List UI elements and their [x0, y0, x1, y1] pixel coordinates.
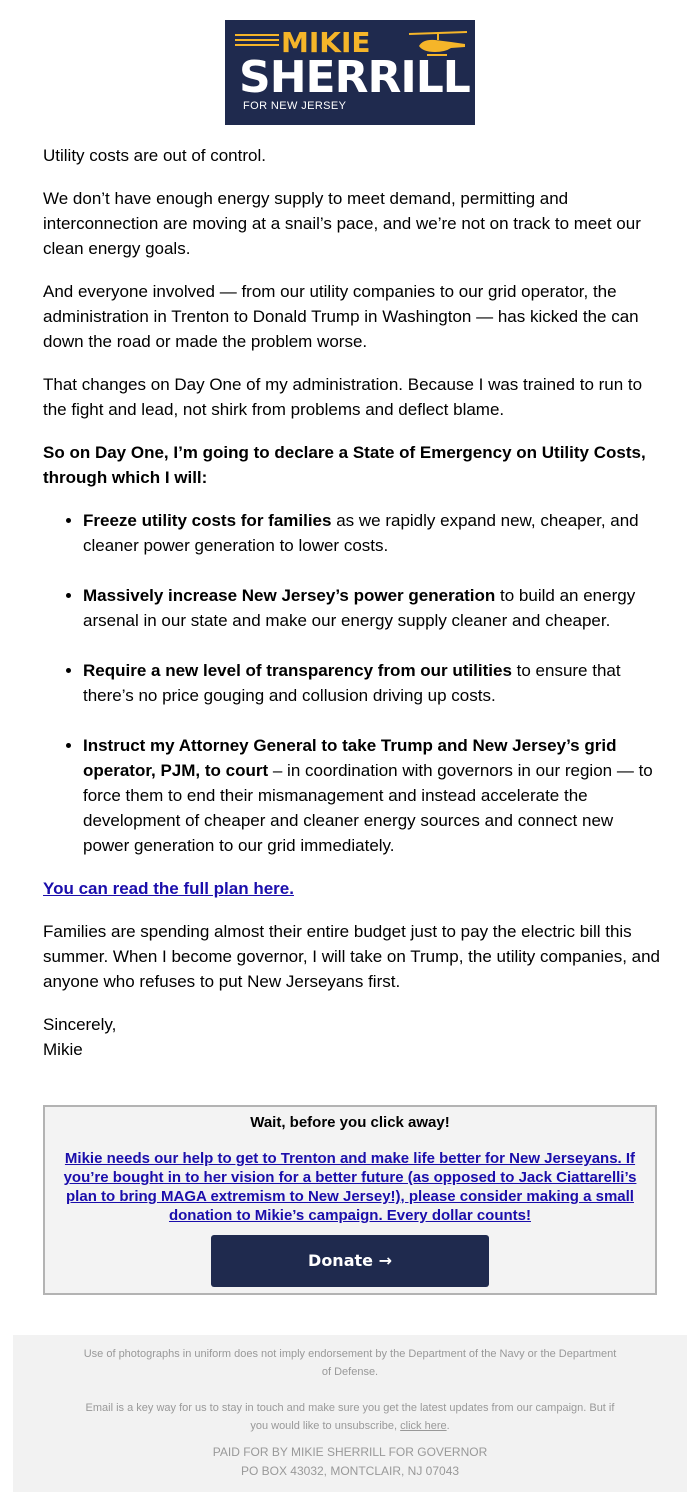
- list-item-bold: Instruct my Attorney General to take Trump and New Jersey’s grid operator, PJM, to court: [83, 736, 617, 780]
- footer-paid-for: PAID FOR BY MIKIE SHERRILL FOR GOVERNOR PO BOX 43032, MONTCLAIR, NJ 07043: [212, 1445, 488, 1478]
- paragraph-4: That changes on Day One of my administration. Because I was trained to run to the fight and lead, not shirk from problems and deflect blame.: [43, 375, 643, 419]
- plan-link-paragraph: [43, 876, 663, 901]
- list-item: [83, 658, 663, 708]
- list-item-bold: Massively increase New Jersey’s power generation: [83, 586, 496, 605]
- list-item: [83, 733, 663, 858]
- list-item-text: to ensure that there’s no price gouging and collusion driving up costs.: [83, 661, 621, 705]
- list-item-bold: Freeze utility costs for families: [83, 511, 332, 530]
- donate-button[interactable]: Donate →: [211, 1235, 489, 1287]
- list-item-text: to build an energy arsenal in our state and make our energy supply cleaner and cheaper.: [83, 586, 636, 630]
- list-item: [83, 508, 663, 558]
- paragraph-1: Utility costs are out of control.: [43, 146, 266, 165]
- list-item-text: as we rapidly expand new, cheaper, and cleaner power generation to lower costs.: [83, 511, 639, 555]
- list-item-text: – in coordination with governors in our region — to force them to end their mismanagement and instead accelerate the development of cheaper and cleaner energy sources and connect new power generation to our grid immediately.: [83, 761, 653, 855]
- logo-last-name: SHERRILL: [239, 52, 470, 103]
- full-plan-link[interactable]: You can read the full plan here.: [43, 879, 294, 898]
- email-footer: [13, 1335, 687, 1492]
- logo-stripes: [235, 34, 279, 49]
- paragraph-3: And everyone involved — from our utility companies to our grid operator, the administration in Trenton to Donald Trump in Washington — has kicked the can down the road or made the problem worse.: [43, 282, 639, 351]
- signature: Mikie: [43, 1040, 83, 1059]
- card-heading: Wait, before you click away!: [250, 1114, 450, 1131]
- donation-card: [43, 1105, 657, 1295]
- logo-first-name: MIKIE: [281, 26, 371, 59]
- footer-disclaimer: Use of photographs in uniform does not imply endorsement by the Department of the Navy or the Department of Defense.: [83, 1348, 617, 1378]
- email-body: [43, 143, 663, 1062]
- donation-appeal-link[interactable]: Mikie needs our help to get to Trenton and make life better for New Jerseyans. If you’re bought in to her vision for a better future (as opposed to Jack Ciattarelli’s plan to bring MAGA extremism to New Jersey!), please consider making a small donation to Mikie’s campaign. Every dollar counts!: [63, 1150, 637, 1224]
- plan-list: [43, 508, 663, 858]
- logo-tagline: FOR NEW JERSEY: [243, 100, 347, 112]
- unsubscribe-link[interactable]: click here: [400, 1420, 447, 1432]
- emergency-heading: So on Day One, I’m going to declare a State of Emergency on Utility Costs, through which I will:: [43, 443, 646, 487]
- list-item-bold: Require a new level of transparency from our utilities: [83, 661, 512, 680]
- paragraph-2: We don’t have enough energy supply to meet demand, permitting and interconnection are moving at a snail’s pace, and we’re not on track to meet our clean energy goals.: [43, 189, 641, 258]
- paragraph-6: Families are spending almost their entire budget just to pay the electric bill this summer. When I become governor, I will take on Trump, the utility companies, and anyone who refuses to put New Jerseyans first.: [43, 922, 661, 991]
- list-item: [83, 583, 663, 633]
- campaign-logo: [225, 20, 475, 125]
- footer-address: PO BOX 43032, MONTCLAIR, NJ 07043: [240, 1464, 460, 1478]
- footer-email-note: Email is a key way for us to stay in touch and make sure you get the latest updates from our campaign. But if you would like to unsubscribe, click here.: [85, 1402, 615, 1432]
- signoff: Sincerely, Mikie: [43, 1015, 117, 1059]
